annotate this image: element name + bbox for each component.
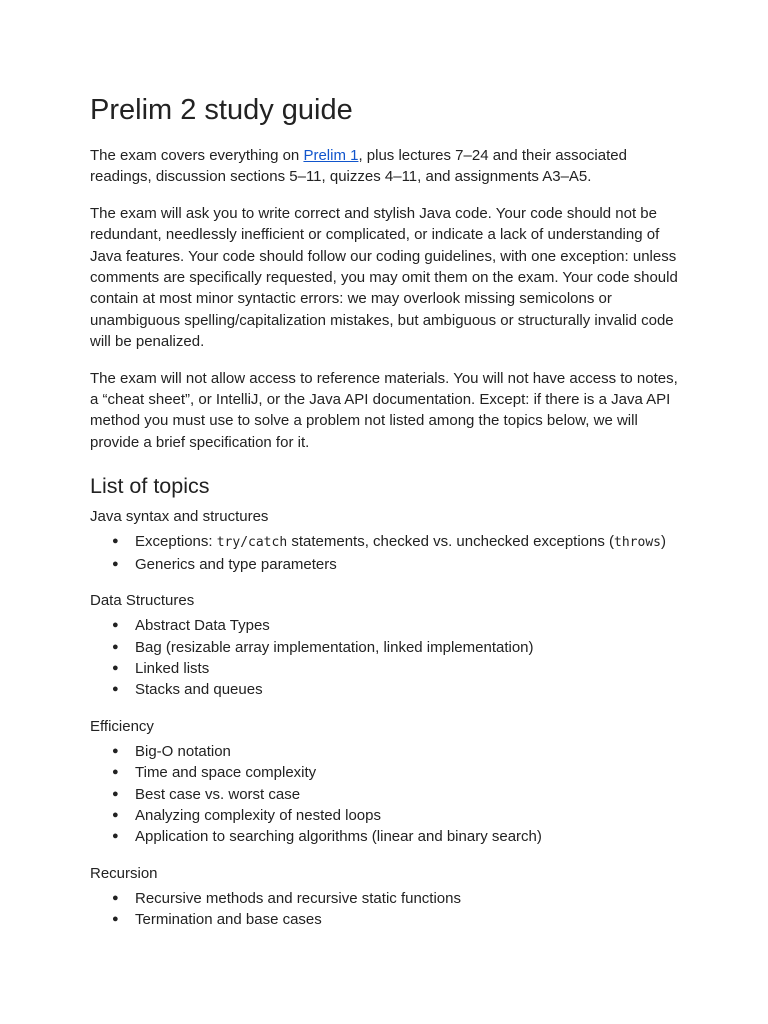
topic-item: ● Analyzing complexity of nested loops: [90, 805, 680, 826]
topic-item: ● Best case vs. worst case: [90, 784, 680, 805]
topic-item: [90, 531, 680, 553]
reference-materials-paragraph: The exam will not allow access to reference materials. You will not have access to notes, a “cheat sheet”, or IntelliJ, or the Java API documentation. Except: if there is a Java API method you must use to solve a problem not listed among the topics below, we will provide a brief specification for it.: [90, 369, 678, 451]
inline-code: try/catch: [216, 535, 288, 551]
topic-item: ● Stacks and queues: [90, 679, 680, 700]
topic-item: ● Recursive methods and recursive static functions: [90, 888, 680, 909]
intro-paragraph: [90, 145, 680, 188]
topic-list-java-syntax: [90, 531, 680, 575]
intro-text-before-link: The exam covers everything on: [90, 147, 304, 164]
topic-item: ● Big-O notation: [90, 741, 680, 762]
topic-item: ● Abstract Data Types: [90, 615, 680, 636]
page-title: Prelim 2 study guide: [90, 94, 353, 126]
code-expectations-paragraph: The exam will ask you to write correct and stylish Java code. Your code should not be redundant, needlessly inefficient or complicated, or indicate a lack of understanding of Java features. Your code should follow our coding guidelines, with one exception: unless comments are specifically requested, you may omit them on the exam. Your code should contain at most minor syntactic errors: we may overlook missing semicolons or unambiguous spelling/capitalization mistakes, but ambiguous or structurally invalid code will be penalized.: [90, 204, 678, 351]
topic-text: Exceptions:: [135, 533, 217, 551]
topic-item: ● Termination and base cases: [90, 909, 680, 930]
section-title-java-syntax: Java syntax and structures: [90, 508, 269, 526]
inline-code: throws: [614, 535, 661, 551]
topic-item: ● Linked lists: [90, 658, 680, 679]
topic-item: ● Bag (resizable array implementation, linked implementation): [90, 637, 680, 658]
document-body: [90, 92, 680, 946]
topic-text: ): [660, 533, 666, 551]
topics-heading: List of topics: [90, 474, 210, 499]
topic-list-efficiency: [90, 741, 680, 848]
section-title-recursion: Recursion: [90, 864, 158, 882]
topic-list-data-structures: [90, 615, 680, 701]
intro-text-after-link: , plus lectures 7–24 and their associated readings, discussion sections 5–11, quizzes 4–11, and assignments A3–A5.: [90, 147, 627, 186]
section-title-data-structures: Data Structures: [90, 592, 195, 610]
prelim1-link[interactable]: Prelim 1: [303, 147, 359, 164]
section-title-efficiency: Efficiency: [90, 717, 154, 735]
topic-item: ● Application to searching algorithms (linear and binary search): [90, 826, 680, 847]
topic-item: ● Generics and type parameters: [90, 554, 680, 575]
topic-text: statements, checked vs. unchecked exceptions (: [287, 533, 615, 551]
topic-list-recursion: [90, 888, 680, 931]
topic-item: ● Time and space complexity: [90, 762, 680, 783]
